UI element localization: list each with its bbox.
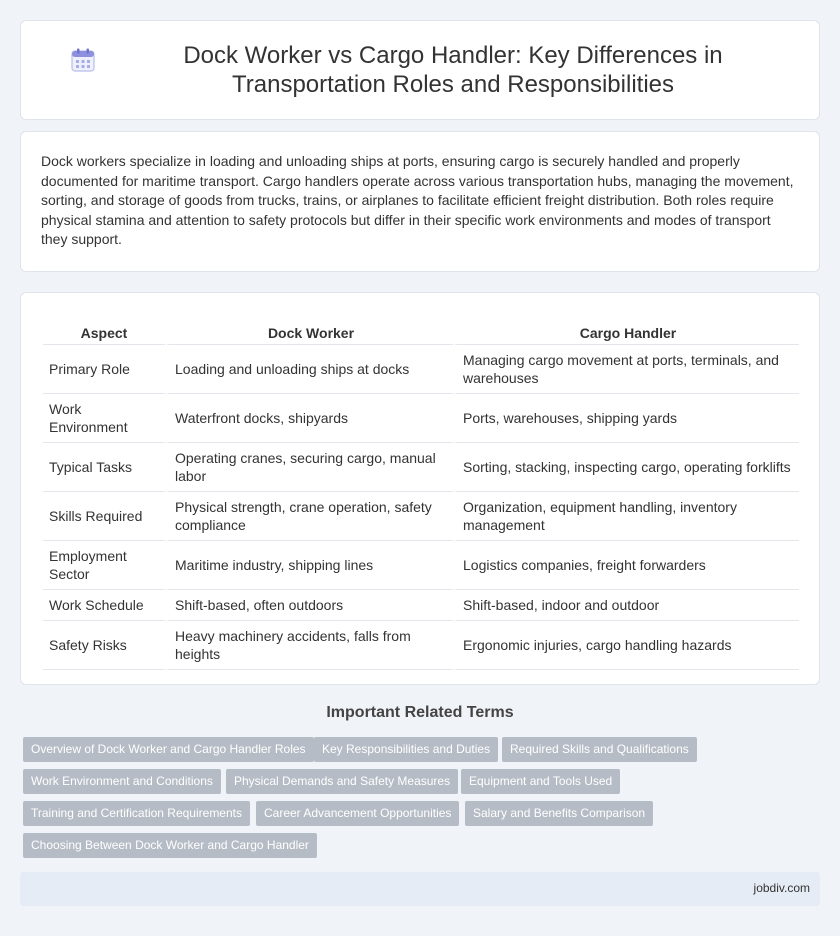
- related-term-tag[interactable]: Equipment and Tools Used: [461, 769, 620, 794]
- row-aspect: Safety Risks: [43, 621, 165, 670]
- table-row: [43, 345, 799, 394]
- related-term-tag[interactable]: Physical Demands and Safety Measures: [226, 769, 458, 794]
- page-title: Dock Worker vs Cargo Handler: Key Differences in Transportation Roles and Responsibilities: [183, 42, 723, 98]
- footer: [20, 872, 820, 906]
- table-row: [43, 492, 799, 541]
- related-term-tag[interactable]: Salary and Benefits Comparison: [465, 801, 653, 826]
- row-cargo-handler: Logistics companies, freight forwarders: [453, 541, 799, 590]
- row-dock-worker: Operating cranes, securing cargo, manual labor: [165, 443, 453, 492]
- footer-site-link[interactable]: jobdiv.com: [753, 881, 810, 895]
- row-dock-worker: Maritime industry, shipping lines: [165, 541, 453, 590]
- related-term-tag[interactable]: Overview of Dock Worker and Cargo Handler Roles: [23, 737, 314, 762]
- table-row: [43, 590, 799, 621]
- row-dock-worker: Shift-based, often outdoors: [165, 590, 453, 621]
- related-terms-title: Important Related Terms: [326, 704, 514, 721]
- row-aspect: Skills Required: [43, 492, 165, 541]
- row-cargo-handler: Organization, equipment handling, inventory management: [453, 492, 799, 541]
- related-term-tag[interactable]: Key Responsibilities and Duties: [314, 737, 498, 762]
- header-cargo-handler: Cargo Handler: [453, 313, 799, 345]
- table-header-row: [43, 313, 799, 345]
- table-row: [43, 394, 799, 443]
- row-cargo-handler: Shift-based, indoor and outdoor: [453, 590, 799, 621]
- header-dock-worker: Dock Worker: [165, 313, 453, 345]
- comparison-table: [43, 313, 799, 670]
- related-term-tag[interactable]: Choosing Between Dock Worker and Cargo Handler: [23, 833, 317, 858]
- row-aspect: Primary Role: [43, 345, 165, 394]
- row-cargo-handler: Managing cargo movement at ports, terminals, and warehouses: [453, 345, 799, 394]
- related-term-tag[interactable]: Required Skills and Qualifications: [502, 737, 697, 762]
- row-dock-worker: Heavy machinery accidents, falls from heights: [165, 621, 453, 670]
- header-card: [20, 20, 820, 120]
- related-term-tag[interactable]: Career Advancement Opportunities: [256, 801, 459, 826]
- related-term-tag[interactable]: Training and Certification Requirements: [23, 801, 250, 826]
- header-aspect: Aspect: [43, 313, 165, 345]
- intro-card: [20, 131, 820, 272]
- row-aspect: Work Environment: [43, 394, 165, 443]
- row-cargo-handler: Ports, warehouses, shipping yards: [453, 394, 799, 443]
- row-cargo-handler: Sorting, stacking, inspecting cargo, operating forklifts: [453, 443, 799, 492]
- row-cargo-handler: Ergonomic injuries, cargo handling hazards: [453, 621, 799, 670]
- row-dock-worker: Loading and unloading ships at docks: [165, 345, 453, 394]
- comparison-table-card: [20, 292, 820, 685]
- table-row: [43, 541, 799, 590]
- calendar-icon: [70, 47, 96, 73]
- row-aspect: Employment Sector: [43, 541, 165, 590]
- row-aspect: Work Schedule: [43, 590, 165, 621]
- table-row: [43, 621, 799, 670]
- row-dock-worker: Physical strength, crane operation, safety compliance: [165, 492, 453, 541]
- intro-paragraph: Dock workers specialize in loading and unloading ships at ports, ensuring cargo is securely handled and properly documented for maritime transport. Cargo handlers operate across various transportation hubs, managing the movement, sorting, and storage of goods from trucks, trains, or airplanes to facilitate efficient freight distribution. Both roles require physical stamina and attention to safety protocols but differ in their specific work environments and modes of transport they support.: [41, 153, 794, 247]
- table-row: [43, 443, 799, 492]
- row-dock-worker: Waterfront docks, shipyards: [165, 394, 453, 443]
- related-term-tag[interactable]: Work Environment and Conditions: [23, 769, 221, 794]
- row-aspect: Typical Tasks: [43, 443, 165, 492]
